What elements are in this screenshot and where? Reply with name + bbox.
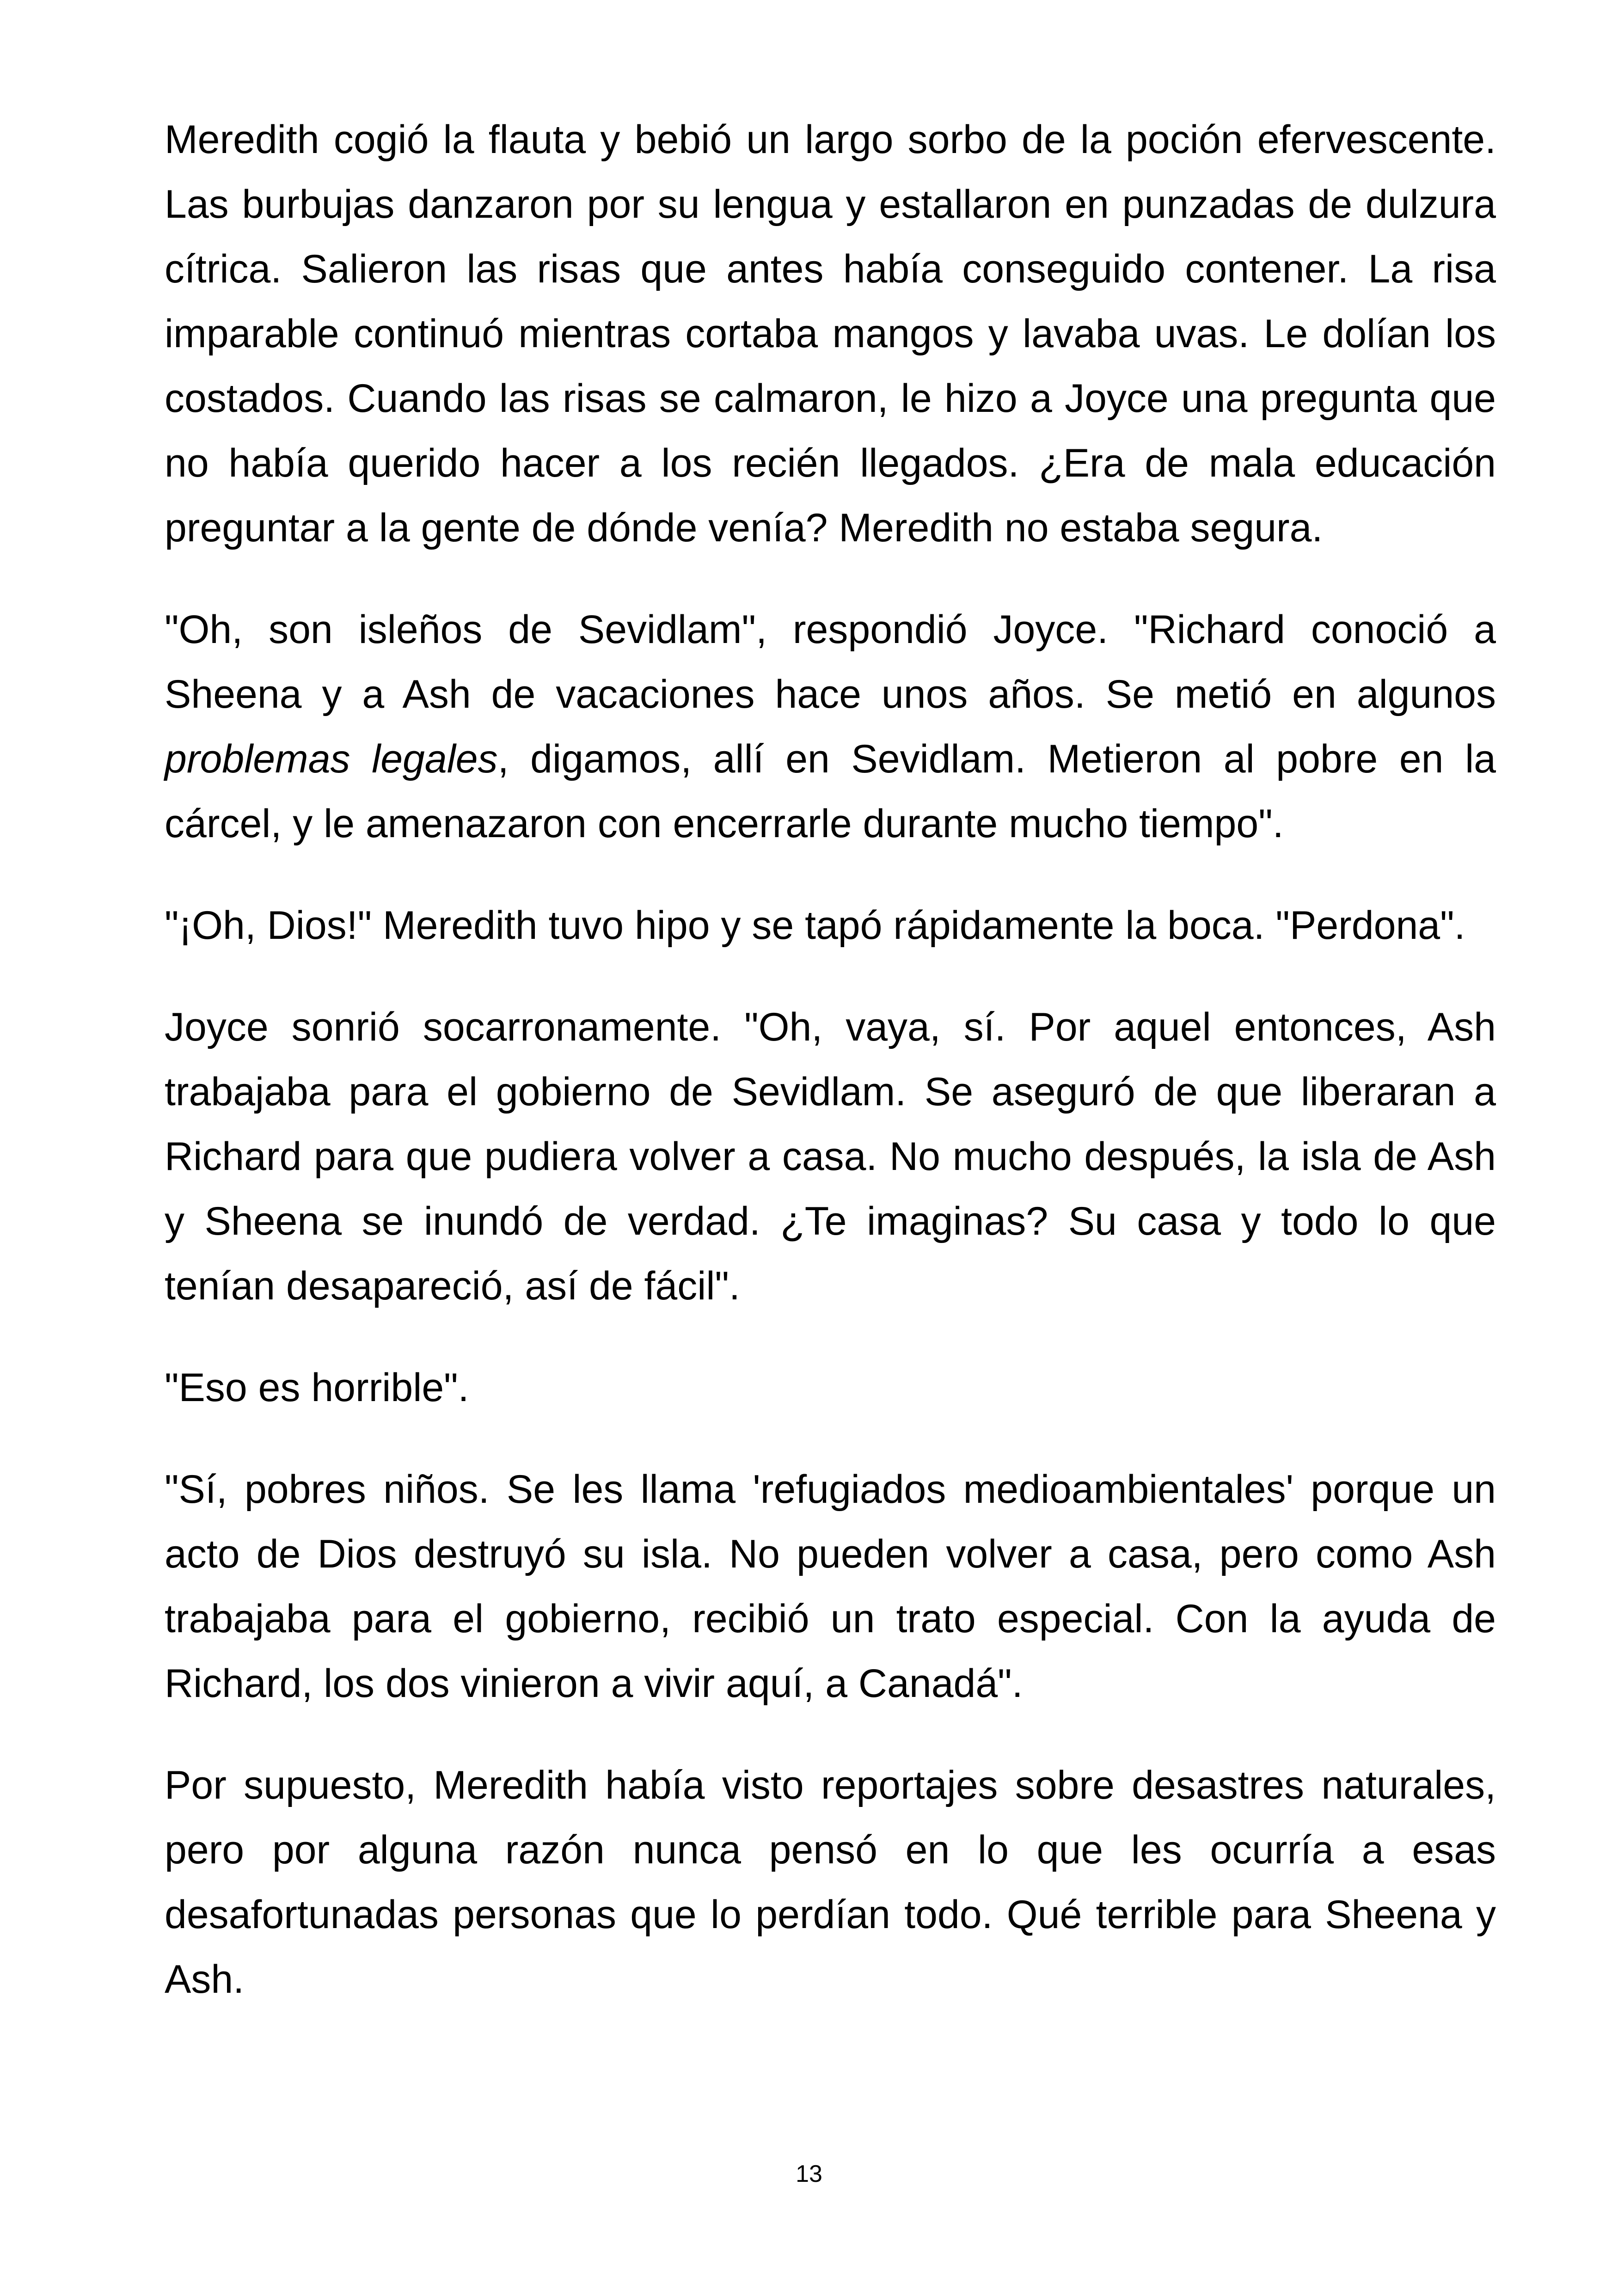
paragraph-3: "¡Oh, Dios!" Meredith tuvo hipo y se tapó rápidamente la boca. "Perdona". (165, 903, 1465, 948)
paragraph-2-italic-phrase: problemas legales (165, 737, 498, 781)
paragraph-6: "Sí, pobres niños. Se les llama 'refugiados medioambientales' porque un acto de Dios destruyó su isla. No pueden volver a casa, pero como Ash trabajaba para el gobierno, recibió un trato especial. Con la ayuda de Richard, los dos vinieron a vivir aquí, a Canadá". (165, 1467, 1496, 1706)
paragraph-2-text-after: , digamos, allí en Sevidlam. Metieron al pobre en la cárcel, y le amenazaron con encerrarle durante mucho tiempo". (165, 737, 1496, 846)
paragraph-2-text-before: "Oh, son isleños de Sevidlam", respondió Joyce. "Richard conoció a Sheena y a Ash de vacaciones hace unos años. Se metió en algunos (165, 607, 1496, 716)
paragraph-5: "Eso es horrible". (165, 1365, 469, 1410)
page-number: 13 (796, 2161, 822, 2187)
paragraph-2 (165, 597, 1496, 856)
paragraph-1: Meredith cogió la flauta y bebió un largo sorbo de la poción efervescente. Las burbujas danzaron por su lengua y estallaron en punzadas de dulzura cítrica. Salieron las risas que antes había conseguido contener. La risa imparable continuó mientras cortaba mangos y lavaba uvas. Le dolían los costados. Cuando las risas se calmaron, le hizo a Joyce una pregunta que no había querido hacer a los recién llegados. ¿Era de mala educación preguntar a la gente de dónde venía? Meredith no estaba segura. (165, 117, 1496, 550)
body-text (165, 107, 1496, 2012)
paragraph-4: Joyce sonrió socarronamente. "Oh, vaya, sí. Por aquel entonces, Ash trabajaba para el gobierno de Sevidlam. Se aseguró de que liberaran a Richard para que pudiera volver a casa. No mucho después, la isla de Ash y Sheena se inundó de verdad. ¿Te imaginas? Su casa y todo lo que tenían desapareció, así de fácil". (165, 1005, 1496, 1308)
paragraph-7: Por supuesto, Meredith había visto reportajes sobre desastres naturales, pero por alguna razón nunca pensó en lo que les ocurría a esas desafortunadas personas que lo perdían todo. Qué terrible para Sheena y Ash. (165, 1763, 1496, 2002)
